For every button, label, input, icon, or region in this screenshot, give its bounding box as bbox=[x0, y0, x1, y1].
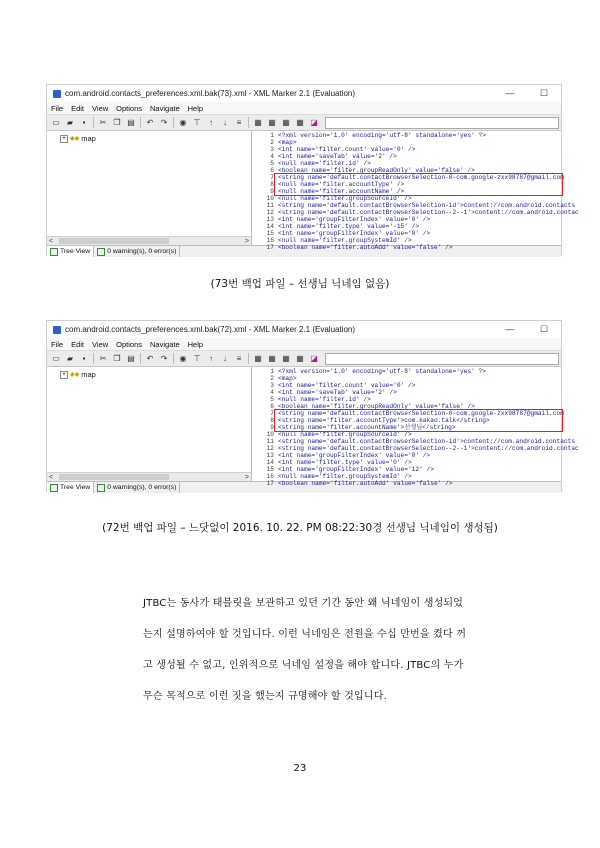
tree-view-icon bbox=[50, 248, 58, 256]
paste-icon[interactable]: ▤ bbox=[127, 118, 135, 127]
cut-icon[interactable]: ✂ bbox=[99, 118, 107, 127]
xml-code: <int name='filter.count' value='0' /> bbox=[278, 146, 416, 153]
scroll-right-icon[interactable]: > bbox=[244, 237, 249, 245]
paragraph-line: 무슨 목적으로 이런 짓을 했는지 규명해야 할 것입니다. bbox=[143, 691, 387, 702]
menu-navigate[interactable]: Navigate bbox=[150, 103, 180, 113]
xml-line[interactable] bbox=[252, 230, 430, 237]
xml-code: <int name='groupFilterIndex' value='0' /> bbox=[278, 216, 431, 223]
xml-code: <int name='filter.type' value='0' /> bbox=[278, 459, 412, 466]
caption-72: (72번 백업 파일 – 느닷없이 2016. 10. 22. PM 08:22:30경 선생님 닉네임이 생성됨) bbox=[102, 522, 498, 534]
tree-icon[interactable]: ⊤ bbox=[193, 354, 201, 363]
line-number: 12 bbox=[266, 209, 274, 216]
app-icon bbox=[53, 90, 61, 98]
xml-code: <map> bbox=[278, 139, 297, 146]
xml-code: <string name='default.contactBrowserSelection--2--1'>content://com.android.contac bbox=[278, 209, 579, 216]
new-file-icon[interactable]: ▭ bbox=[52, 118, 60, 127]
line-number: 3 bbox=[270, 382, 274, 389]
caption-73: (73번 백업 파일 – 선생님 닉네임 없음) bbox=[210, 278, 390, 290]
line-number: 15 bbox=[266, 466, 274, 473]
app-icon bbox=[53, 326, 61, 334]
line-number: 11 bbox=[266, 438, 274, 445]
grid-icon-4[interactable]: ▦ bbox=[296, 354, 304, 363]
menu-help[interactable]: Help bbox=[187, 339, 204, 349]
line-number: 5 bbox=[270, 160, 274, 167]
paragraph-line: 는지 설명하여야 할 것입니다. 이런 닉네임은 전원을 수십 만번을 켰다 꺼 bbox=[143, 629, 467, 640]
scroll-left-icon[interactable]: < bbox=[49, 473, 54, 481]
xml-line[interactable] bbox=[252, 209, 579, 216]
line-number: 9 bbox=[270, 424, 274, 431]
xml-code: <string name='default.contactBrowserSelection-0-com.google-zxx98787@gmail.com bbox=[278, 410, 564, 417]
xml-code: <string name='default.contactBrowserSelection-id'>content://com.android.contacts bbox=[278, 202, 576, 209]
new-file-icon[interactable]: ▭ bbox=[52, 354, 60, 363]
tree-node-map[interactable] bbox=[60, 134, 96, 143]
expand-icon[interactable]: + bbox=[60, 371, 68, 379]
save-icon[interactable]: ▪ bbox=[82, 354, 86, 363]
line-number: 16 bbox=[266, 237, 274, 244]
check-icon bbox=[97, 248, 105, 256]
window-title: com.android.contacts_preferences.xml.bak(72).xml - XML Marker 2.1 (Evaluation) bbox=[65, 325, 356, 334]
toolbar bbox=[47, 114, 561, 131]
xml-code: <null name='filter.groupSourceId' /> bbox=[278, 195, 412, 202]
xml-code: <int name='filter.type' value='-15' /> bbox=[278, 223, 420, 230]
xml-code: <string name='default.contactBrowserSelection-id'>content://com.android.contacts bbox=[278, 438, 576, 445]
validation-status: 0 warning(s), 0 error(s) bbox=[107, 248, 177, 255]
minimize-button[interactable]: — bbox=[505, 88, 515, 98]
format-icon[interactable]: ≡ bbox=[236, 118, 242, 127]
check-icon bbox=[97, 484, 105, 492]
xml-code: <boolean name='filter.autoAdd' value='false' /> bbox=[278, 244, 453, 251]
xml-code: <int name='groupFilterIndex' value='12' /> bbox=[278, 466, 434, 473]
line-number: 13 bbox=[266, 216, 274, 223]
line-number: 8 bbox=[270, 181, 274, 188]
paste-icon[interactable]: ▤ bbox=[127, 354, 135, 363]
xml-line[interactable] bbox=[252, 459, 412, 466]
xml-line[interactable] bbox=[252, 146, 415, 153]
validation-tab[interactable] bbox=[94, 482, 180, 493]
binoculars-icon[interactable]: ◉ bbox=[179, 118, 187, 127]
xml-line[interactable] bbox=[252, 139, 297, 146]
xml-line[interactable] bbox=[252, 438, 575, 445]
format-icon[interactable]: ≡ bbox=[236, 354, 242, 363]
xml-code: <boolean name='filter.groupReadOnly' value='false' /> bbox=[278, 403, 475, 410]
line-number: 1 bbox=[270, 132, 274, 139]
line-number: 7 bbox=[270, 174, 274, 181]
line-number: 6 bbox=[270, 167, 274, 174]
line-number: 7 bbox=[270, 410, 274, 417]
xml-line[interactable] bbox=[252, 223, 419, 230]
window-titlebar bbox=[47, 85, 561, 102]
xml-code: <?xml version='1.0' encoding='utf-8' standalone='yes' ?> bbox=[278, 368, 486, 375]
xml-line[interactable] bbox=[252, 202, 575, 209]
cut-icon[interactable]: ✂ bbox=[99, 354, 107, 363]
expand-icon[interactable]: + bbox=[60, 135, 68, 143]
toolbar-separator bbox=[248, 117, 249, 128]
xml-line[interactable] bbox=[252, 389, 397, 396]
xml-code: <int name='filter.count' value='0' /> bbox=[278, 382, 416, 389]
xml-line[interactable] bbox=[252, 160, 371, 167]
xml-line[interactable] bbox=[252, 431, 412, 438]
validation-tab[interactable] bbox=[94, 246, 180, 257]
redo-icon[interactable]: ↷ bbox=[160, 118, 168, 127]
xml-code: <null name='filter.id' /> bbox=[278, 396, 371, 403]
paragraph-line: 고 생성될 수 없고, 인위적으로 닉네임 설정을 해야 합니다. JTBC의 누가 bbox=[143, 660, 464, 671]
red-highlight-box bbox=[274, 409, 563, 432]
line-number: 2 bbox=[270, 375, 274, 382]
tree-view-label: Tree View bbox=[60, 248, 91, 255]
xml-code: <boolean name='filter.autoAdd' value='false' /> bbox=[278, 480, 453, 487]
move-up-icon[interactable]: ↑ bbox=[209, 354, 213, 363]
menu-help[interactable]: Help bbox=[187, 103, 204, 113]
xml-line[interactable] bbox=[252, 473, 412, 480]
xml-line[interactable] bbox=[252, 445, 579, 452]
line-number: 8 bbox=[270, 417, 274, 424]
xml-editor[interactable] bbox=[252, 131, 579, 251]
menu-edit[interactable]: Edit bbox=[71, 103, 85, 113]
grid-icon-3[interactable]: ▦ bbox=[282, 354, 290, 363]
line-number: 4 bbox=[270, 153, 274, 160]
xml-code: <null name='filter.accountType' /> bbox=[278, 181, 405, 188]
maximize-button[interactable]: ☐ bbox=[539, 88, 549, 98]
menu-navigate[interactable]: Navigate bbox=[150, 339, 180, 349]
undo-icon[interactable]: ↶ bbox=[146, 354, 154, 363]
tree-view-icon bbox=[50, 484, 58, 492]
tree-view-tab[interactable] bbox=[47, 482, 94, 493]
menu-edit[interactable]: Edit bbox=[71, 339, 85, 349]
tree-node-label: map bbox=[81, 134, 96, 143]
line-number: 1 bbox=[270, 368, 274, 375]
move-down-icon[interactable]: ↓ bbox=[223, 118, 227, 127]
xml-line[interactable] bbox=[252, 375, 297, 382]
menu-bar bbox=[47, 338, 561, 350]
toolbar-separator bbox=[173, 353, 174, 364]
tree-icon[interactable]: ⊤ bbox=[193, 118, 201, 127]
line-number: 13 bbox=[266, 452, 274, 459]
xml-line[interactable] bbox=[252, 237, 412, 244]
xml-code: <int name='groupFilterIndex' value='0' /> bbox=[278, 230, 431, 237]
toolbar-separator bbox=[173, 117, 174, 128]
xml-line[interactable] bbox=[252, 382, 415, 389]
xml-code: <null name='filter.accountName' /> bbox=[278, 188, 405, 195]
scroll-thumb[interactable] bbox=[59, 238, 169, 244]
line-number: 17 bbox=[266, 244, 274, 251]
xml-line[interactable] bbox=[252, 132, 486, 139]
toolbar-separator bbox=[93, 117, 94, 128]
xml-line[interactable] bbox=[252, 153, 397, 160]
line-number: 4 bbox=[270, 389, 274, 396]
line-number: 16 bbox=[266, 473, 274, 480]
xml-code: <boolean name='filter.groupReadOnly' value='false' /> bbox=[278, 167, 475, 174]
window-title: com.android.contacts_preferences.xml.bak(73).xml - XML Marker 2.1 (Evaluation) bbox=[65, 89, 356, 98]
xml-code: <string name='default.contactBrowserSelection--2--1'>content://com.android.contac bbox=[278, 445, 579, 452]
line-number: 3 bbox=[270, 146, 274, 153]
xml-editor[interactable] bbox=[252, 367, 579, 487]
line-number: 14 bbox=[266, 223, 274, 230]
copy-icon[interactable]: ❐ bbox=[113, 354, 121, 363]
line-number: 10 bbox=[266, 195, 274, 202]
line-number: 2 bbox=[270, 139, 274, 146]
line-number: 9 bbox=[270, 188, 274, 195]
window-titlebar bbox=[47, 321, 561, 338]
xml-code: <string name='filter.accountType'>com.kakao.talk</string> bbox=[278, 417, 490, 424]
line-number: 14 bbox=[266, 459, 274, 466]
xml-line[interactable] bbox=[252, 195, 412, 202]
xml-line[interactable] bbox=[252, 368, 486, 375]
screenshot-backup-73 bbox=[46, 84, 579, 256]
tree-pane[interactable] bbox=[47, 367, 252, 481]
xml-code: <null name='filter.groupSystemId' /> bbox=[278, 473, 412, 480]
scroll-right-icon[interactable]: > bbox=[244, 473, 249, 481]
grid-icon-4[interactable]: ▦ bbox=[296, 118, 304, 127]
xml-code: <null name='filter.id' /> bbox=[278, 160, 371, 167]
tree-pane[interactable] bbox=[47, 131, 252, 245]
move-up-icon[interactable]: ↑ bbox=[209, 118, 213, 127]
line-number: 11 bbox=[266, 202, 274, 209]
open-folder-icon[interactable]: ▰ bbox=[66, 118, 74, 127]
paragraph-line: JTBC는 동사가 태블릿을 보관하고 있던 기간 동안 왜 닉네임이 생성되었 bbox=[143, 598, 464, 609]
copy-icon[interactable]: ❐ bbox=[113, 118, 121, 127]
grid-icon-1[interactable]: ▦ bbox=[254, 118, 262, 127]
toolbar-separator bbox=[93, 353, 94, 364]
xml-code: <string name='filter.accountName'>선생님</string> bbox=[278, 424, 456, 431]
binoculars-icon[interactable]: ◉ bbox=[179, 354, 187, 363]
save-icon[interactable]: ▪ bbox=[82, 118, 86, 127]
line-number: 15 bbox=[266, 230, 274, 237]
red-highlight-box bbox=[274, 173, 563, 196]
grid-icon-2[interactable]: ▦ bbox=[268, 118, 276, 127]
toolbar-separator bbox=[140, 353, 141, 364]
menu-file[interactable]: File bbox=[51, 339, 64, 349]
grid-icon-1[interactable]: ▦ bbox=[254, 354, 262, 363]
tree-node-map[interactable] bbox=[60, 370, 96, 379]
toolbar-separator bbox=[248, 353, 249, 364]
line-number: 6 bbox=[270, 403, 274, 410]
xpath-input[interactable] bbox=[325, 353, 559, 365]
xml-line[interactable] bbox=[252, 466, 434, 473]
xml-code: <null name='filter.groupSourceId' /> bbox=[278, 431, 412, 438]
page-number: 23 bbox=[293, 763, 307, 774]
minimize-button[interactable]: — bbox=[505, 324, 515, 334]
scroll-thumb[interactable] bbox=[59, 474, 169, 480]
screenshot-backup-72 bbox=[46, 320, 579, 492]
maximize-button[interactable]: ☐ bbox=[539, 324, 549, 334]
toolbar-separator bbox=[140, 117, 141, 128]
tree-node-label: map bbox=[81, 370, 96, 379]
xml-line[interactable] bbox=[252, 244, 453, 251]
xml-code: <map> bbox=[278, 375, 297, 382]
move-down-icon[interactable]: ↓ bbox=[223, 354, 227, 363]
bookmark-icon[interactable]: ◪ bbox=[310, 354, 318, 363]
redo-icon[interactable]: ↷ bbox=[160, 354, 168, 363]
xml-code: <int name='groupFilterIndex' value='0' /> bbox=[278, 452, 431, 459]
menu-bar bbox=[47, 102, 561, 114]
xml-code: <int name='saveTab' value='2' /> bbox=[278, 153, 397, 160]
xml-code: <?xml version='1.0' encoding='utf-8' standalone='yes' ?> bbox=[278, 132, 486, 139]
xml-code: <int name='saveTab' value='2' /> bbox=[278, 389, 397, 396]
validation-status: 0 warning(s), 0 error(s) bbox=[107, 484, 177, 491]
xml-line[interactable] bbox=[252, 480, 453, 487]
body-paragraph bbox=[143, 594, 473, 707]
bookmark-icon[interactable]: ◪ bbox=[310, 118, 318, 127]
xml-code: <null name='filter.groupSystemId' /> bbox=[278, 237, 412, 244]
xml-line[interactable] bbox=[252, 452, 430, 459]
xpath-input[interactable] bbox=[325, 117, 559, 129]
line-number: 17 bbox=[266, 480, 274, 487]
line-number: 12 bbox=[266, 445, 274, 452]
menu-options[interactable]: Options bbox=[116, 339, 143, 349]
line-number: 10 bbox=[266, 431, 274, 438]
grid-icon-3[interactable]: ▦ bbox=[282, 118, 290, 127]
line-number: 5 bbox=[270, 396, 274, 403]
menu-options[interactable]: Options bbox=[116, 103, 143, 113]
grid-icon-2[interactable]: ▦ bbox=[268, 354, 276, 363]
menu-view[interactable]: View bbox=[92, 103, 109, 113]
tree-horizontal-scrollbar[interactable] bbox=[47, 472, 251, 481]
xml-line[interactable] bbox=[252, 396, 371, 403]
tree-view-tab[interactable] bbox=[47, 246, 94, 257]
tree-view-label: Tree View bbox=[60, 484, 91, 491]
xml-line[interactable] bbox=[252, 216, 430, 223]
element-icon: ◆◆ bbox=[70, 136, 80, 142]
xml-code: <string name='default.contactBrowserSelection-0-com.google-zxx98787@gmail.com bbox=[278, 174, 564, 181]
tree-horizontal-scrollbar[interactable] bbox=[47, 236, 251, 245]
menu-view[interactable]: View bbox=[92, 339, 109, 349]
undo-icon[interactable]: ↶ bbox=[146, 118, 154, 127]
menu-file[interactable]: File bbox=[51, 103, 64, 113]
toolbar bbox=[47, 350, 561, 367]
element-icon: ◆◆ bbox=[70, 372, 80, 378]
scroll-left-icon[interactable]: < bbox=[49, 237, 54, 245]
open-folder-icon[interactable]: ▰ bbox=[66, 354, 74, 363]
